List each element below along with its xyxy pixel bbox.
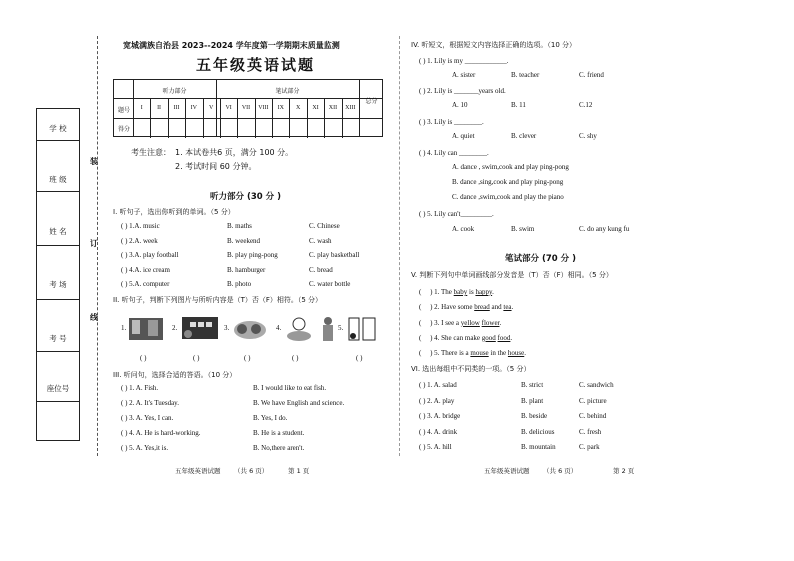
q3-item-b: B. Yes, I do. xyxy=(253,414,288,422)
col-line xyxy=(307,98,308,138)
writing-header: 笔试部分 xyxy=(275,89,300,95)
footer-left-page: 第 1 页 xyxy=(288,467,310,475)
q6-option: C. picture xyxy=(579,396,607,405)
q2-title: II. 听句子，判断下列图片与所听内容是（T）否（F）相符。（5 分） xyxy=(113,296,323,304)
q5-item[interactable] xyxy=(419,349,526,357)
q1-item-b: B. weekend xyxy=(227,236,261,245)
sentence-part: ( ) 5. There is a xyxy=(419,349,471,358)
q4-option: B. clever xyxy=(511,132,537,140)
exam-line: 宽城满族自治县 2023--2024 学年度第一学期期末质量监测 xyxy=(123,41,340,50)
sentence-part: in the xyxy=(488,349,508,358)
sentence-part: . xyxy=(524,349,527,358)
q6-option: B. plant xyxy=(521,396,544,405)
q6-option: B. strict xyxy=(521,381,544,389)
q6-option: B. delicious xyxy=(521,427,555,436)
q3-item-b: B. We have English and science. xyxy=(253,399,345,407)
pic-num-4: 4. xyxy=(276,324,282,332)
col-line xyxy=(150,98,151,138)
q1-item-a[interactable]: ( ) 5.A. computer xyxy=(121,280,170,288)
q4-option: A. sister xyxy=(452,71,476,79)
binding-line xyxy=(97,36,98,456)
footer-left-name: 五年级英语试题 xyxy=(175,467,221,475)
answer-blank-1[interactable]: ( ) xyxy=(140,354,147,362)
sentence-part: and xyxy=(489,303,504,312)
page-divider xyxy=(399,36,400,456)
q5-item[interactable] xyxy=(419,288,494,296)
underlined-word: mouse xyxy=(470,349,489,358)
picture-5-chairs xyxy=(345,316,379,342)
notice-line-1: 1. 本试卷共6 页，满分 100 分。 xyxy=(175,148,294,157)
underlined-word: flower xyxy=(481,318,500,327)
binding-char-2: 订 xyxy=(90,239,98,248)
q4-option: B. 11 xyxy=(511,101,526,109)
q3-item-b: B. I would like to eat fish. xyxy=(253,384,327,392)
q4-option: B. dance ,sing,cook and play ping-pong xyxy=(452,178,564,186)
q6-item-a[interactable]: ( ) 5. A. hill xyxy=(419,443,452,451)
q6-title: VI. 选出每组中不同类的一项。（5 分） xyxy=(411,365,531,373)
writing-section-title: 笔试部分 (70 分 ) xyxy=(505,254,576,264)
question-numeral: I xyxy=(140,105,143,111)
sentence-part: . xyxy=(510,333,513,342)
question-numeral: VII xyxy=(241,105,251,111)
underlined-word: house xyxy=(507,349,525,358)
q3-title: III. 听问句，选择合适的答语。（10 分） xyxy=(113,371,237,379)
divider xyxy=(37,191,79,192)
question-numeral: XIII xyxy=(345,105,356,111)
q4-option: A. 10 xyxy=(452,101,468,109)
col-line xyxy=(342,98,343,138)
q3-item-b: B. He is a student. xyxy=(253,429,305,437)
question-numeral: III xyxy=(173,105,180,111)
footer-right-name: 五年级英语试题 xyxy=(484,467,530,475)
q1-item-c: C. wash xyxy=(309,236,332,245)
divider xyxy=(37,245,79,246)
col-line xyxy=(359,80,360,136)
q4-option: A. cook xyxy=(452,225,475,233)
q5-item[interactable] xyxy=(419,303,513,311)
seat-number-label: 座位号 xyxy=(46,384,70,393)
picture-2-blackboard xyxy=(180,316,220,342)
q6-item-a[interactable]: ( ) 1. A. salad xyxy=(419,381,457,389)
q6-item-a[interactable]: ( ) 4. A. drink xyxy=(419,427,458,436)
question-numeral: XII xyxy=(328,105,338,111)
q1-item-b: B. maths xyxy=(227,222,252,230)
row-label-number: 题号 xyxy=(117,108,130,114)
q4-question[interactable]: ( ) 3. Lily is ________. xyxy=(419,118,484,126)
q1-item-b: B. photo xyxy=(227,280,252,288)
q5-item[interactable] xyxy=(419,334,512,342)
picture-3-toys xyxy=(232,316,268,342)
col-line xyxy=(237,98,238,138)
picture-4-child xyxy=(316,316,340,342)
divider xyxy=(37,401,79,402)
footer-left-pages: （共 6 页） xyxy=(234,467,269,475)
q6-item-a[interactable]: ( ) 2. A. play xyxy=(419,396,455,405)
q6-option: B. mountain xyxy=(521,443,556,451)
q3-item-a[interactable]: ( ) 2. A. It's Tuesday. xyxy=(121,399,179,407)
school-label: 学 校 xyxy=(49,124,67,133)
total-header: 总分 xyxy=(365,99,378,105)
question-numeral: V xyxy=(209,105,214,111)
q1-item-b: B. play ping-pong xyxy=(227,251,278,259)
notice-line-2: 2. 考试时间 60 分钟。 xyxy=(175,162,257,171)
q4-option: C. dance ,swim,cook and play the piano xyxy=(452,193,564,201)
pic-num-5: 5. xyxy=(338,324,344,332)
q4-option: B. swim xyxy=(511,225,535,233)
pic-num-3: 3. xyxy=(224,324,230,332)
class-label: 班 级 xyxy=(49,175,67,184)
q1-item-a[interactable]: ( ) 3.A. play football xyxy=(121,251,179,259)
q4-option: A. quiet xyxy=(452,132,475,140)
q1-item-c: C. bread xyxy=(309,265,333,274)
q5-item[interactable] xyxy=(419,319,501,327)
listening-section-title: 听力部分 (30 分 ) xyxy=(210,192,281,202)
q6-option: B. beside xyxy=(521,412,548,420)
q3-item-a[interactable]: ( ) 5. A. Yes,it is. xyxy=(121,444,169,452)
q6-option: C. fresh xyxy=(579,427,602,436)
listening-header: 听力部分 xyxy=(162,89,187,95)
sentence-part: ( ) 4. She can make xyxy=(419,333,482,342)
q4-option: C. shy xyxy=(579,132,597,140)
name-label: 姓 名 xyxy=(49,227,67,236)
sentence-part: ( ) 2. Have some xyxy=(419,303,475,312)
q1-item-a[interactable]: ( ) 1.A. music xyxy=(121,222,160,230)
q4-question[interactable]: ( ) 1. Lily is my ____________. xyxy=(419,57,509,65)
underlined-word: baby xyxy=(453,288,468,296)
footer-right-page: 第 2 页 xyxy=(613,467,635,475)
answer-blank-4[interactable]: ( ) xyxy=(292,354,299,362)
pic-num-1: 1. xyxy=(121,324,127,332)
divider xyxy=(37,351,79,352)
sentence-part: . xyxy=(492,288,494,296)
binding-char-3: 线 xyxy=(90,313,98,322)
student-info-table xyxy=(36,108,80,441)
col-line xyxy=(203,98,204,138)
question-numeral: XI xyxy=(312,105,319,111)
q1-item-c: C. water bottle xyxy=(309,280,351,288)
q3-item-a[interactable]: ( ) 1. A. Fish. xyxy=(121,384,159,392)
underlined-word: food xyxy=(497,333,511,342)
q3-item-a[interactable]: ( ) 4. A. He is hard-working. xyxy=(121,429,201,437)
sentence-part: is xyxy=(467,288,476,296)
notice-label: 考生注意： xyxy=(131,148,171,157)
exam-room-label: 考 场 xyxy=(49,280,67,289)
picture-4-washing xyxy=(284,316,314,342)
q3-item-b: B. No,there aren't. xyxy=(253,444,305,452)
binding-char-1: 装 xyxy=(90,157,98,166)
page-title: 五年级英语试题 xyxy=(196,56,316,74)
q6-option: C. sandwich xyxy=(579,381,614,389)
q1-item-a[interactable]: ( ) 4.A. ice cream xyxy=(121,265,170,274)
q1-item-a[interactable]: ( ) 2.A. week xyxy=(121,236,158,245)
col-line xyxy=(272,98,273,138)
col-line xyxy=(324,98,325,138)
answer-blank-2[interactable]: ( ) xyxy=(193,354,200,362)
divider xyxy=(37,299,79,300)
q1-item-c: C. Chinese xyxy=(309,222,340,230)
q1-item-c: C. play basketball xyxy=(309,251,360,259)
q4-option: C. friend xyxy=(579,71,604,79)
underlined-word: happy xyxy=(475,288,493,296)
sentence-part: . xyxy=(511,303,514,312)
underlined-word: yellow xyxy=(460,318,480,327)
answer-blank-5[interactable]: ( ) xyxy=(356,354,363,362)
q4-question[interactable]: ( ) 2. Lily is _______years old. xyxy=(419,87,506,95)
q6-option: C. park xyxy=(579,443,600,451)
col-line xyxy=(289,98,290,138)
footer-right-pages: （共 6 页） xyxy=(543,467,578,475)
score-table xyxy=(113,79,383,137)
q4-title: IV. 听短文，根据短文内容选择正确的选项。（10 分） xyxy=(411,41,577,49)
q4-option: C. do any kung fu xyxy=(579,225,630,233)
q1-title: I. 听句子，选出你听到的单词。（5 分） xyxy=(113,208,235,216)
question-numeral: IX xyxy=(277,105,284,111)
sentence-part: ( ) 3. I see a xyxy=(419,318,461,327)
col-line xyxy=(185,98,186,138)
question-numeral: VI xyxy=(225,105,232,111)
q6-item-a[interactable]: ( ) 3. A. bridge xyxy=(419,412,461,420)
q6-option: C. behind xyxy=(579,412,607,420)
sentence-part: ( ) 1. The xyxy=(419,288,454,296)
row-label-score: 得分 xyxy=(117,127,130,133)
question-numeral: VIII xyxy=(258,105,269,111)
sentence-part: . xyxy=(499,318,502,327)
q4-option: B. teacher xyxy=(511,71,540,79)
q5-title: V. 判断下列句中单词画线部分发音是（T）否（F）相同。（5 分） xyxy=(411,271,613,279)
q4-question[interactable]: ( ) 4. Lily can ________. xyxy=(419,149,489,157)
underlined-word: tea xyxy=(503,303,512,312)
col-line xyxy=(168,98,169,138)
divider xyxy=(37,140,79,141)
question-numeral: II xyxy=(157,105,162,111)
underlined-word: good xyxy=(481,333,496,342)
answer-blank-3[interactable]: ( ) xyxy=(244,354,251,362)
col-line xyxy=(220,98,221,138)
pic-num-2: 2. xyxy=(172,324,178,332)
q3-item-a[interactable]: ( ) 3. A. Yes, I can. xyxy=(121,414,174,422)
q4-option: A. dance , swim,cook and play ping-pong xyxy=(452,163,569,171)
question-numeral: IV xyxy=(190,105,197,111)
col-line xyxy=(255,98,256,138)
exam-number-label: 考 号 xyxy=(49,334,67,343)
picture-1-kids xyxy=(128,316,164,342)
question-numeral: X xyxy=(295,105,301,111)
q4-question[interactable]: ( ) 5. Lily can't_________. xyxy=(419,210,494,218)
underlined-word: bread xyxy=(474,303,490,312)
q1-item-b: B. hamburger xyxy=(227,265,266,274)
q4-option: C.12 xyxy=(579,101,593,109)
